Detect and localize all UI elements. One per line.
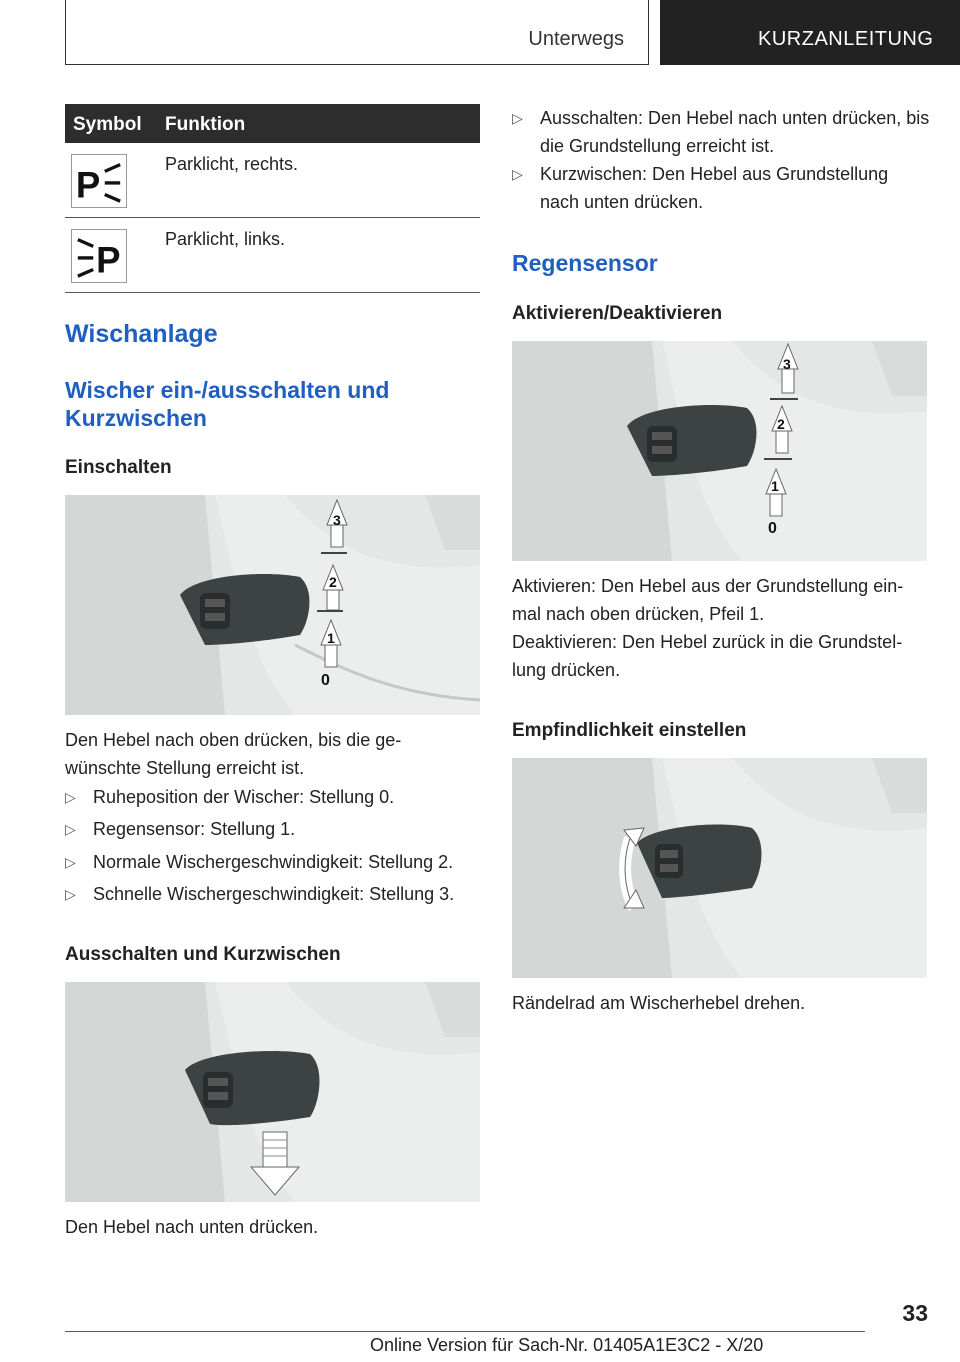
- list-item: ▷ Ausschalten: Den Hebel nach unten drücken, bis die Grundstellung erreicht ist.: [512, 104, 932, 160]
- table-row: [65, 143, 480, 218]
- position-2-label: 2: [329, 574, 337, 590]
- footer-divider: [65, 1331, 865, 1332]
- activate-text: Aktivieren: Den Hebel aus der Grundstellung ein‐ mal nach oben drücken, Pfeil 1.: [512, 576, 904, 624]
- einschalten-text: Den Hebel nach oben drücken, bis die ge‐ wünschte Stellung erreicht ist.: [65, 730, 402, 778]
- chapter-tab: [660, 0, 960, 65]
- heading-wischanlage: Wischanlage: [65, 320, 218, 348]
- row-text: Parklicht, rechts.: [165, 154, 299, 174]
- position-3-label: 3: [783, 356, 791, 372]
- list-item: ▷ Ruheposition der Wischer: Stellung 0.: [65, 783, 485, 811]
- sensitivity-text: Rändelrad am Wischerhebel drehen.: [512, 993, 806, 1013]
- svg-text:P: P: [96, 239, 121, 281]
- section-title: Unterwegs: [528, 28, 624, 50]
- lever-up-illustration: [65, 495, 480, 715]
- title-einschalten: Einschalten: [65, 457, 172, 478]
- parking-light-left-icon: [71, 229, 127, 283]
- subheading-wischer: Wischer ein-/ausschalten und Kurzwischen: [65, 377, 390, 431]
- list-item: ▷ Kurzwischen: Den Hebel aus Grundstellung nach unten drücken.: [512, 160, 932, 216]
- position-1-label: 1: [771, 478, 779, 494]
- rain-sensor-illustration: [512, 341, 927, 561]
- title-aktivieren: Aktivieren/Deaktivieren: [512, 303, 723, 324]
- parking-light-right-icon: [71, 154, 127, 208]
- thumbwheel-illustration: [512, 758, 927, 978]
- position-0-label: 0: [768, 520, 777, 537]
- deactivate-text: Deaktivieren: Den Hebel zurück in die Grundstel‐ lung drücken.: [512, 632, 903, 680]
- ausschalten-text: Den Hebel nach unten drücken.: [65, 1217, 319, 1237]
- position-1-label: 1: [327, 630, 335, 646]
- header-left-frame: [65, 0, 649, 65]
- col-symbol: Symbol: [73, 114, 142, 135]
- list-item: ▷ Normale Wischergeschwindigkeit: Stellung 2.: [65, 848, 485, 876]
- position-2-label: 2: [777, 416, 785, 432]
- page-number: 33: [902, 1300, 928, 1326]
- table-row: [65, 218, 480, 293]
- title-sensitivity: Empfindlichkeit einstellen: [512, 720, 747, 741]
- svg-text:P: P: [75, 164, 101, 206]
- chapter-title: KURZANLEITUNG: [758, 28, 934, 50]
- col-function: Funktion: [165, 114, 246, 135]
- lever-down-illustration: [65, 982, 480, 1202]
- row-text: Parklicht, links.: [165, 229, 286, 249]
- list-item: ▷ Regensensor: Stellung 1.: [65, 815, 485, 843]
- table-header: [65, 104, 480, 143]
- heading-regensensor: Regensensor: [512, 250, 658, 276]
- title-ausschalten: Ausschalten und Kurzwischen: [65, 944, 341, 965]
- footer-text: Online Version für Sach-Nr. 01405A1E3C2 - X/20: [370, 1335, 764, 1355]
- symbol-table: [65, 104, 480, 293]
- position-3-label: 3: [333, 512, 341, 528]
- position-0-label: 0: [321, 672, 330, 689]
- list-item: ▷ Schnelle Wischergeschwindigkeit: Stellung 3.: [65, 880, 485, 908]
